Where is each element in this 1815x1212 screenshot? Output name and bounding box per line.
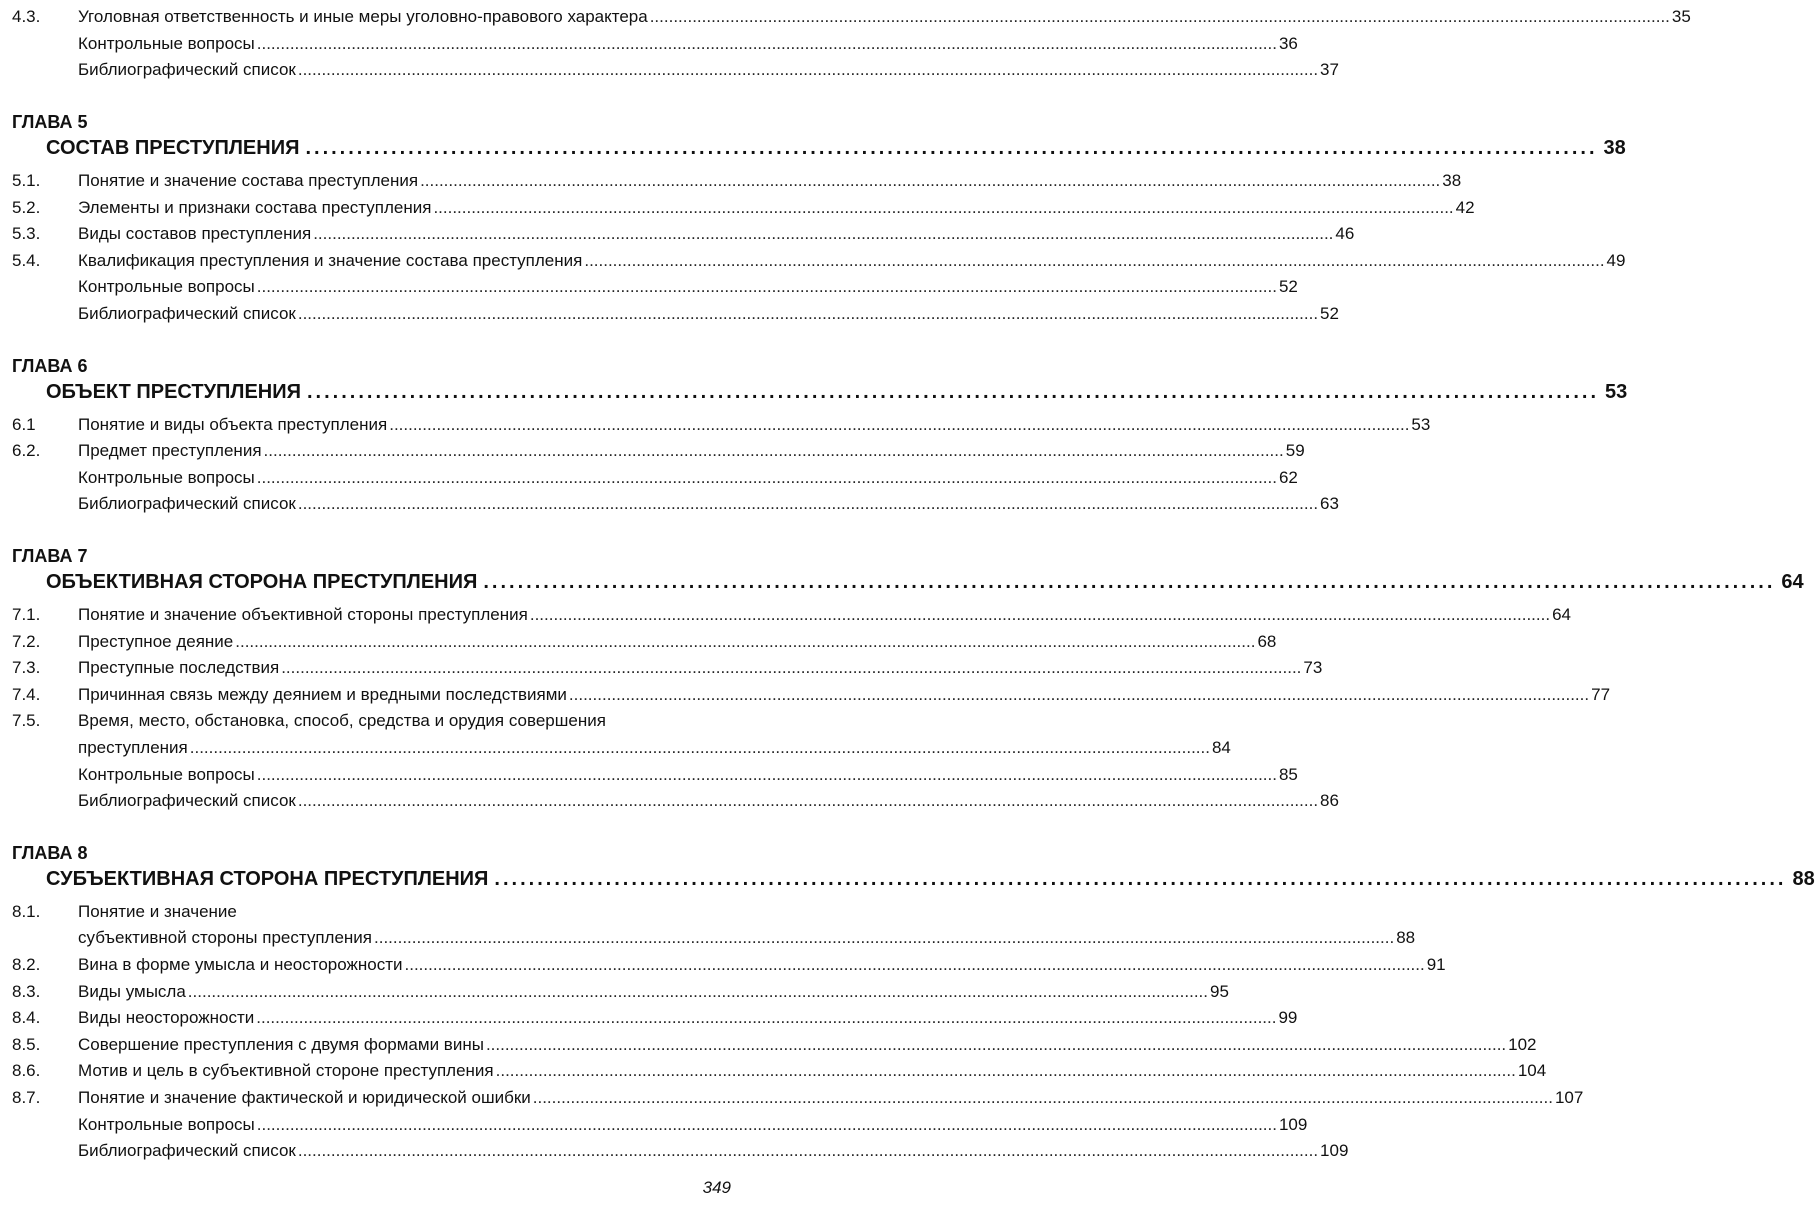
toc-entry-title: Виды составов преступления: [78, 224, 312, 244]
toc-entry: [12, 1140, 1349, 1162]
chapter-label: ГЛАВА 7: [12, 546, 88, 566]
toc-entry-page: 53: [1411, 414, 1431, 434]
toc-entry-page: 109: [1320, 1141, 1349, 1161]
page-number: 349: [702, 1178, 731, 1197]
leader-dots: [235, 631, 1255, 653]
toc-entry: [12, 737, 1231, 759]
leader-dots: [281, 657, 1301, 679]
leader-dots: [420, 170, 1440, 192]
toc-entry-page: 63: [1320, 494, 1339, 514]
toc-entry-title: Элементы и признаки состава преступления: [78, 197, 432, 217]
toc-entry-page: 107: [1554, 1088, 1584, 1107]
toc-entry-page: 46: [1335, 224, 1355, 244]
toc-entry-title: Библиографический список: [78, 1141, 296, 1161]
chapter-title: ОБЪЕКТ ПРЕСТУПЛЕНИЯ: [46, 380, 301, 403]
toc-entry-page: 91: [1426, 955, 1446, 974]
leader-dots: [257, 467, 1277, 489]
toc-entry: [12, 604, 1571, 626]
leader-dots: [494, 865, 1786, 893]
toc-entry-page: 52: [1278, 277, 1298, 297]
leader-dots: [298, 59, 1318, 81]
toc-entry-title: Понятие и значение объективной стороны преступления: [78, 605, 528, 624]
leader-dots: [190, 737, 1210, 759]
leader-dots: [569, 684, 1589, 706]
leader-dots: [257, 276, 1277, 298]
toc-entry: [12, 59, 1339, 81]
toc-entry-title: Вина в форме умысла и неосторожности: [78, 955, 403, 974]
toc-entry: [12, 927, 1416, 949]
toc-entry-page: 73: [1303, 658, 1323, 678]
leader-dots: [389, 414, 1409, 436]
toc-entry: [12, 1034, 1537, 1056]
leader-dots: [584, 250, 1604, 272]
toc-entry: [12, 1087, 1584, 1109]
leader-dots: [496, 1060, 1516, 1082]
toc-entry-number: 7.1.: [12, 605, 41, 624]
leader-dots: [483, 568, 1775, 596]
toc-entry-page: 64: [1552, 605, 1571, 624]
toc-entry-title: Причинная связь между деянием и вредными последствиями: [78, 684, 567, 704]
toc-entry: [12, 223, 1355, 245]
toc-entry: [12, 303, 1339, 325]
chapter-title-row: [46, 134, 1626, 162]
toc-entry-page: 68: [1257, 631, 1277, 651]
toc-entry-number: 8.3.: [12, 981, 41, 1001]
leader-dots: [530, 604, 1550, 626]
toc-entry: [12, 467, 1298, 489]
toc-entry-title: Контрольные вопросы: [78, 33, 255, 53]
toc-entry-number: 8.1.: [12, 901, 41, 921]
toc-entry-number: 8.5.: [12, 1034, 41, 1054]
chapter-title-row: [46, 378, 1628, 406]
toc-entry-title: Мотив и цель в субъективной стороне преступления: [78, 1061, 494, 1081]
toc-entry: [12, 790, 1339, 812]
leader-dots: [298, 1140, 1318, 1162]
leader-dots: [298, 303, 1318, 325]
toc-entry-page: 95: [1210, 981, 1229, 1001]
toc-entry-title: Понятие и виды объекта преступления: [78, 414, 388, 434]
toc-entry-title: Контрольные вопросы: [78, 764, 255, 784]
leader-dots: [433, 197, 1453, 219]
toc-entry-page: 86: [1320, 791, 1339, 811]
leader-dots: [256, 1007, 1276, 1029]
toc-entry-title: Виды неосторожности: [78, 1008, 255, 1028]
toc-entry-page: 77: [1591, 684, 1611, 704]
toc-entry-title: Преступные последствия: [78, 658, 280, 678]
toc-entry-page: 59: [1285, 441, 1305, 461]
toc-entry: [12, 954, 1446, 976]
toc-entry: [12, 710, 728, 732]
toc-entry-number: 7.2.: [12, 631, 41, 651]
toc-entry: [12, 901, 728, 923]
toc-entry-number: 6.2.: [12, 441, 41, 461]
chapter-label: ГЛАВА 5: [12, 112, 88, 132]
toc-entry-number: 8.7.: [12, 1088, 41, 1107]
leader-dots: [307, 378, 1599, 406]
toc-entry-title: Библиографический список: [78, 60, 296, 79]
toc-entry: [12, 631, 1277, 653]
leader-dots: [257, 33, 1277, 55]
toc-entry-title: Контрольные вопросы: [78, 1114, 255, 1134]
toc-entry-number: 5.3.: [12, 224, 41, 244]
chapter-page: 38: [1603, 137, 1626, 159]
toc-entry: [12, 276, 1298, 298]
chapter-title-row: [46, 865, 1815, 893]
chapter-page: 88: [1792, 867, 1815, 890]
toc-entry-number: 5.2.: [12, 197, 41, 217]
toc-entry-number: 6.1: [12, 414, 36, 434]
leader-dots: [486, 1034, 1506, 1056]
toc-entry-title: Понятие и значение фактической и юридической ошибки: [78, 1088, 531, 1107]
toc-entry-title: Понятие и значение: [78, 901, 237, 921]
toc-entry-number: 5.1.: [12, 171, 41, 190]
toc-entry: [12, 250, 1626, 272]
toc-entry-page: 36: [1278, 33, 1298, 53]
toc-entry-title: Библиографический список: [78, 494, 296, 514]
toc-entry-page: 62: [1278, 467, 1298, 487]
chapter-title: СУБЪЕКТИВНАЯ СТОРОНА ПРЕСТУПЛЕНИЯ: [46, 867, 489, 890]
leader-dots: [650, 6, 1670, 28]
toc-entry-title: Совершение преступления с двумя формами вины: [78, 1034, 484, 1054]
toc-entry-number: 5.4.: [12, 250, 41, 270]
toc-entry-number: 8.6.: [12, 1061, 41, 1081]
leader-dots: [264, 440, 1284, 462]
toc-entry-title: Библиографический список: [78, 304, 296, 323]
toc-entry-page: 49: [1606, 250, 1626, 270]
leader-dots: [374, 927, 1394, 949]
toc-entry: [12, 33, 1298, 55]
chapter-label: ГЛАВА 8: [12, 842, 88, 863]
chapter-page: 64: [1781, 571, 1804, 593]
toc-entry-page: 38: [1442, 171, 1462, 190]
chapter-page: 53: [1605, 380, 1628, 403]
toc-entry: [12, 981, 1229, 1003]
toc-entry: [12, 440, 1305, 462]
toc-entry: [12, 197, 1475, 219]
toc-entry-page: 99: [1278, 1008, 1298, 1028]
toc-entry-page: 52: [1320, 304, 1339, 323]
toc-entry-page: 37: [1320, 60, 1339, 79]
toc-entry-number: 4.3.: [12, 7, 41, 26]
toc-entry: [12, 684, 1611, 706]
leader-dots: [257, 1114, 1277, 1136]
leader-dots: [405, 954, 1425, 976]
toc-entry-title: субъективной стороны преступления: [78, 928, 372, 948]
toc-entry-title: Время, место, обстановка, способ, средства и орудия совершения: [78, 711, 606, 731]
toc-entry-page: 102: [1508, 1034, 1537, 1054]
toc-entry: [12, 170, 1462, 192]
toc-entry-title: Уголовная ответственность и иные меры уголовно-правового характера: [78, 7, 648, 26]
leader-dots: [313, 223, 1333, 245]
toc-entry-title: преступления: [78, 738, 188, 757]
chapter-title-row: [46, 568, 1804, 596]
leader-dots: [533, 1087, 1553, 1109]
toc-entry-number: 8.2.: [12, 955, 41, 974]
toc-entry-number: 7.3.: [12, 658, 41, 678]
toc-entry-number: 7.5.: [12, 711, 41, 731]
toc-entry: [12, 657, 1323, 679]
toc-entry: [12, 6, 1691, 28]
toc-entry-title: Контрольные вопросы: [78, 277, 255, 297]
toc-entry-page: 35: [1671, 7, 1691, 26]
toc-entry-title: Преступное деяние: [78, 631, 234, 651]
toc-entry-page: 88: [1396, 928, 1416, 948]
toc-entry-title: Предмет преступления: [78, 441, 262, 461]
leader-dots: [298, 790, 1318, 812]
toc-entry: [12, 1007, 1298, 1029]
toc-entry: [12, 493, 1339, 515]
toc-entry: [12, 1060, 1547, 1082]
toc-entry-page: 42: [1455, 197, 1475, 217]
toc-entry: [12, 764, 1298, 786]
toc-entry-page: 104: [1517, 1061, 1547, 1081]
chapter-label: ГЛАВА 6: [12, 355, 88, 376]
toc-entry-title: Виды умысла: [78, 981, 186, 1001]
toc-entry: [12, 1114, 1308, 1136]
toc-entry-title: Понятие и значение состава преступления: [78, 171, 419, 190]
toc-entry-page: 85: [1278, 764, 1298, 784]
leader-dots: [298, 493, 1318, 515]
leader-dots: [188, 981, 1208, 1003]
toc-entry-title: Квалификация преступления и значение состава преступления: [78, 250, 583, 270]
toc-entry-page: 84: [1211, 738, 1231, 757]
toc-entry-title: Библиографический список: [78, 791, 296, 811]
toc-entry: [12, 414, 1431, 436]
leader-dots: [257, 764, 1277, 786]
chapter-title: ОБЪЕКТИВНАЯ СТОРОНА ПРЕСТУПЛЕНИЯ: [46, 571, 478, 593]
toc-entry-page: 109: [1278, 1114, 1308, 1134]
leader-dots: [305, 134, 1597, 162]
toc-entry-number: 8.4.: [12, 1008, 41, 1028]
chapter-title: СОСТАВ ПРЕСТУПЛЕНИЯ: [46, 137, 300, 159]
toc-entry-title: Контрольные вопросы: [78, 467, 255, 487]
toc-entry-number: 7.4.: [12, 684, 41, 704]
